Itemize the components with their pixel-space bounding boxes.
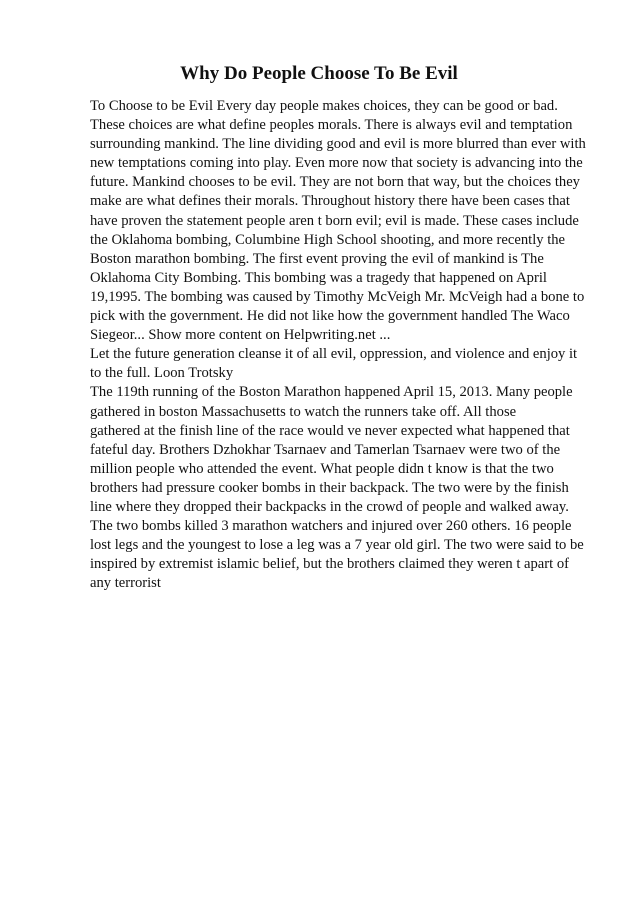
- body-line: make are what defines their morals. Throughout history there have been cases that: [90, 193, 570, 210]
- body-line: inspired by extremist islamic belief, but the brothers claimed they weren t apart of: [90, 556, 570, 573]
- body-line: fateful day. Brothers Dzhokhar Tsarnaev and Tamerlan Tsarnaev were two of the: [90, 441, 561, 458]
- body-line: have proven the statement people aren t born evil; evil is made. These cases include: [90, 212, 579, 229]
- body-line: to the full. Loon Trotsky: [90, 365, 234, 382]
- body-line: Let the future generation cleanse it of all evil, oppression, and violence and enjoy it: [90, 346, 578, 363]
- body-line: To Choose to be Evil Every day people makes choices, they can be good or bad.: [90, 98, 558, 114]
- body-line: gathered in boston Massachusetts to watch the runners take off. All those: [90, 403, 517, 420]
- body-line: the Oklahoma bombing, Columbine High School shooting, and more recently the: [90, 231, 566, 248]
- body-line: pick with the government. He did not like how the government handled The Waco: [90, 308, 570, 325]
- body-line: future. Mankind chooses to be evil. They are not born that way, but the choices they: [90, 174, 580, 191]
- body-line: The two bombs killed 3 marathon watchers and injured over 260 others. 16 people: [90, 518, 572, 535]
- document-title: Why Do People Choose To Be Evil: [180, 63, 458, 84]
- body-line: any terrorist: [90, 575, 161, 592]
- body-line: lost legs and the youngest to lose a leg was a 7 year old girl. The two were said to be: [90, 537, 584, 554]
- body-line: The 119th running of the Boston Marathon happened April 15, 2013. Many people: [90, 384, 573, 401]
- body-line: new temptations coming into play. Even more now that society is advancing into the: [90, 155, 583, 172]
- body-line: Boston marathon bombing. The first event proving the evil of mankind is The: [90, 250, 544, 267]
- document-body: [90, 97, 610, 593]
- body-line: These choices are what define peoples morals. There is always evil and temptation: [90, 117, 573, 134]
- body-line: Oklahoma City Bombing. This bombing was a tragedy that happened on April: [90, 269, 547, 286]
- body-line: brothers had pressure cooker bombs in their backpack. The two were by the finish: [90, 479, 569, 496]
- body-line: Siegeor... Show more content on Helpwriting.net ...: [90, 327, 391, 344]
- body-line: million people who attended the event. What people didn t know is that the two: [90, 460, 554, 477]
- body-line: surrounding mankind. The line dividing good and evil is more blurred than ever with: [90, 136, 586, 153]
- body-line: line where they dropped their backpacks in the crowd of people and walked away.: [90, 498, 569, 515]
- body-line: 19,1995. The bombing was caused by Timothy McVeigh Mr. McVeigh had a bone to: [90, 288, 585, 305]
- body-line: gathered at the finish line of the race would ve never expected what happened that: [90, 422, 570, 439]
